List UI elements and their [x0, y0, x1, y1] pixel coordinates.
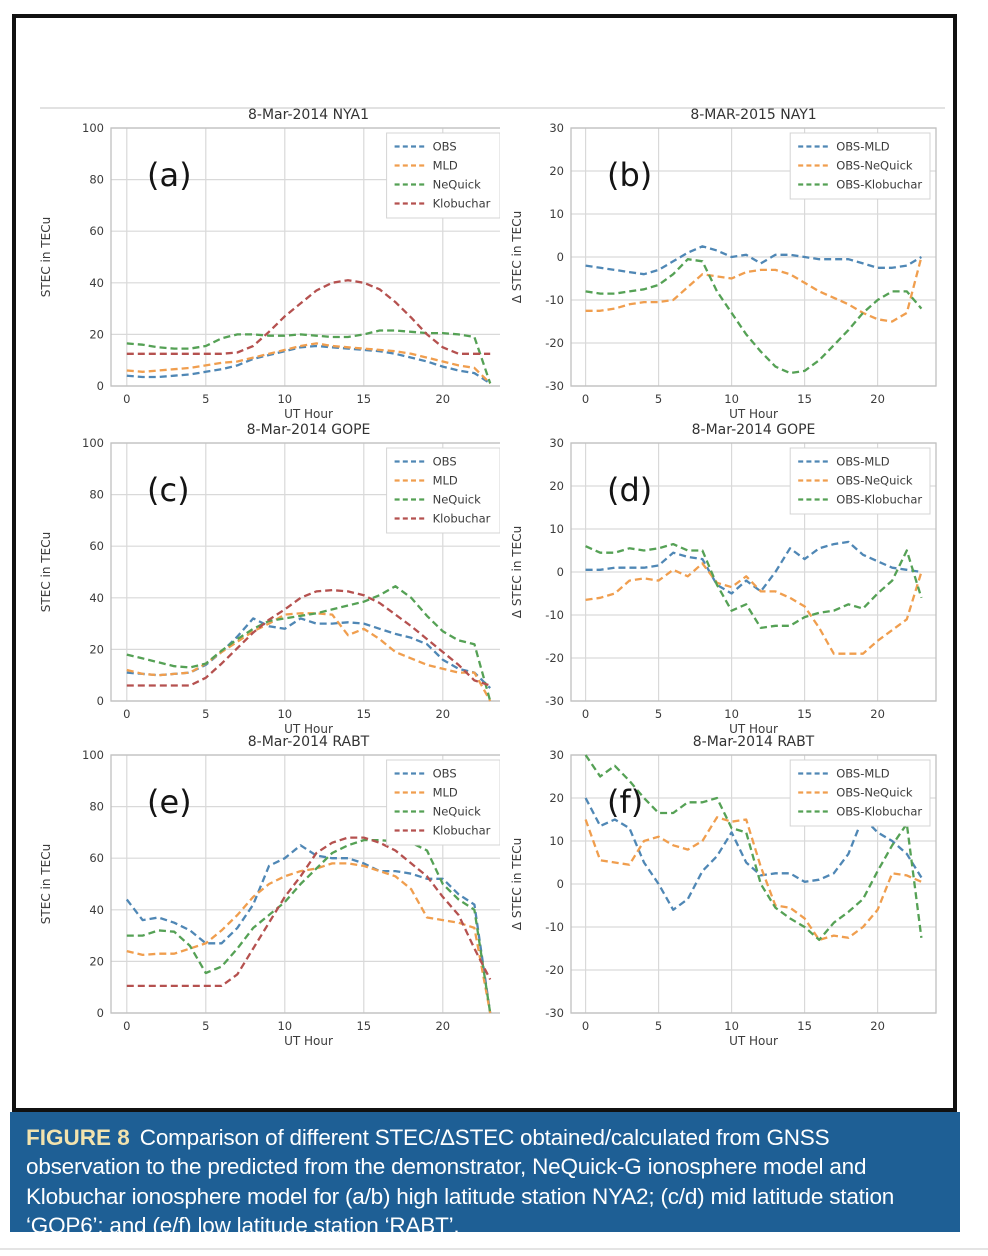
- chart-title: 8-Mar-2014 GOPE: [691, 422, 816, 438]
- svg-text:10: 10: [549, 834, 564, 848]
- subplot-f: [507, 731, 962, 1056]
- y-axis-label: STEC in TECu: [39, 216, 53, 298]
- legend: [790, 133, 930, 199]
- svg-text:-30: -30: [545, 1006, 564, 1020]
- svg-text:80: 80: [89, 172, 104, 187]
- chart-svg-b: [507, 104, 962, 424]
- svg-text:0: 0: [556, 250, 564, 264]
- legend-label: OBS: [432, 139, 457, 154]
- panel-letter: (b): [607, 156, 653, 194]
- svg-text:60: 60: [89, 851, 104, 866]
- svg-text:15: 15: [356, 707, 372, 721]
- chart-title: 8-Mar-2014 RABT: [692, 734, 815, 750]
- svg-text:0: 0: [123, 1019, 131, 1033]
- svg-text:5: 5: [654, 1019, 663, 1033]
- legend-label: MLD: [432, 785, 458, 800]
- svg-text:80: 80: [89, 799, 104, 814]
- svg-text:0: 0: [96, 1006, 104, 1020]
- x-axis-label: UT Hour: [284, 722, 333, 736]
- chart-title: 8-Mar-2014 NYA1: [247, 107, 370, 123]
- caption-text: Comparison of different STEC/ΔSTEC obtained/calculated from GNSS observation to the predicted from the demonstrator, NeQuick-G ionosphere model and Klobuchar ionosphere model for (a/b) high latitude station NYA2; (c/d) mid latitude station ‘GOP6’; and (e/f) low latitude station ‘RABT’.: [26, 1125, 895, 1239]
- svg-text:0: 0: [556, 565, 564, 579]
- svg-text:40: 40: [89, 275, 104, 290]
- subplot-b: [507, 104, 962, 429]
- svg-text:15: 15: [797, 392, 812, 406]
- svg-text:5: 5: [654, 392, 663, 406]
- legend: [790, 760, 930, 826]
- x-axis-label: UT Hour: [284, 1034, 333, 1048]
- svg-text:5: 5: [654, 707, 663, 721]
- svg-text:20: 20: [435, 392, 451, 406]
- svg-text:5: 5: [202, 392, 210, 406]
- svg-text:20: 20: [435, 707, 451, 721]
- svg-text:20: 20: [89, 954, 104, 969]
- svg-text:30: 30: [549, 748, 564, 762]
- y-axis-label: STEC in TECu: [39, 531, 53, 613]
- chart-svg-e: [22, 731, 500, 1051]
- svg-text:15: 15: [356, 392, 372, 406]
- chart-title: 8-MAR-2015 NAY1: [690, 107, 817, 123]
- legend-label: OBS-MLD: [836, 139, 890, 154]
- legend-label: OBS: [432, 454, 457, 469]
- svg-text:-30: -30: [545, 379, 564, 393]
- panel-letter: (a): [147, 156, 192, 194]
- svg-text:10: 10: [277, 1019, 293, 1033]
- subplot-c: [22, 419, 500, 744]
- svg-text:40: 40: [89, 590, 104, 605]
- svg-text:10: 10: [277, 392, 293, 406]
- legend-label: OBS-MLD: [836, 454, 890, 469]
- svg-text:40: 40: [89, 902, 104, 917]
- y-axis-label: Δ STEC in TECu: [510, 210, 524, 304]
- svg-text:0: 0: [581, 392, 590, 406]
- svg-text:20: 20: [870, 1019, 885, 1033]
- chart-title: 8-Mar-2014 RABT: [247, 734, 370, 750]
- svg-text:-20: -20: [545, 336, 564, 350]
- svg-text:-10: -10: [545, 920, 564, 934]
- legend-label: MLD: [432, 158, 458, 173]
- svg-text:20: 20: [549, 479, 564, 493]
- panel-letter: (e): [147, 783, 192, 821]
- legend-label: NeQuick: [432, 492, 481, 507]
- svg-text:20: 20: [549, 791, 564, 805]
- svg-text:-30: -30: [545, 694, 564, 708]
- svg-text:100: 100: [82, 121, 104, 135]
- svg-text:0: 0: [96, 379, 104, 393]
- svg-text:0: 0: [123, 392, 131, 406]
- svg-text:0: 0: [581, 707, 590, 721]
- chart-title: 8-Mar-2014 GOPE: [246, 422, 371, 438]
- svg-text:30: 30: [549, 436, 564, 450]
- svg-text:80: 80: [89, 487, 104, 502]
- y-axis-label: STEC in TECu: [39, 843, 53, 925]
- svg-text:0: 0: [581, 1019, 590, 1033]
- figure-caption: [10, 1112, 960, 1239]
- svg-text:-10: -10: [545, 293, 564, 307]
- svg-text:5: 5: [202, 707, 210, 721]
- legend-label: OBS-Klobuchar: [836, 492, 923, 507]
- legend-label: NeQuick: [432, 177, 481, 192]
- legend: [790, 448, 930, 514]
- svg-text:10: 10: [277, 707, 293, 721]
- chart-svg-c: [22, 419, 500, 739]
- legend: [387, 760, 500, 845]
- svg-text:20: 20: [549, 164, 564, 178]
- svg-text:0: 0: [556, 877, 564, 891]
- svg-text:0: 0: [123, 707, 131, 721]
- legend-label: Klobuchar: [432, 196, 491, 211]
- figure-frame: [12, 14, 957, 1112]
- legend-label: OBS-NeQuick: [836, 158, 913, 173]
- chart-svg-a: [22, 104, 500, 424]
- legend-label: Klobuchar: [432, 511, 491, 526]
- svg-text:10: 10: [724, 392, 739, 406]
- x-axis-label: UT Hour: [729, 407, 778, 421]
- legend-label: OBS-Klobuchar: [836, 177, 923, 192]
- svg-text:10: 10: [724, 1019, 739, 1033]
- svg-text:15: 15: [797, 1019, 812, 1033]
- chart-svg-f: [507, 731, 962, 1051]
- caption-label: FIGURE 8: [26, 1125, 130, 1150]
- svg-text:15: 15: [797, 707, 812, 721]
- subplot-a: [22, 104, 500, 429]
- svg-text:-10: -10: [545, 608, 564, 622]
- y-axis-label: Δ STEC in TECu: [510, 837, 524, 931]
- bottom-rule: [0, 1248, 988, 1250]
- panel-letter: (d): [607, 471, 653, 509]
- legend: [387, 133, 500, 218]
- svg-text:20: 20: [435, 1019, 451, 1033]
- svg-text:10: 10: [724, 707, 739, 721]
- svg-text:5: 5: [202, 1019, 210, 1033]
- chart-svg-d: [507, 419, 962, 739]
- svg-text:60: 60: [89, 539, 104, 554]
- legend: [387, 448, 500, 533]
- panel-letter: (f): [607, 783, 644, 821]
- subplot-d: [507, 419, 962, 744]
- svg-text:60: 60: [89, 224, 104, 239]
- subplot-e: [22, 731, 500, 1056]
- legend-label: MLD: [432, 473, 458, 488]
- legend-label: OBS-MLD: [836, 766, 890, 781]
- svg-text:-20: -20: [545, 651, 564, 665]
- svg-text:100: 100: [82, 436, 104, 450]
- x-axis-label: UT Hour: [729, 1034, 778, 1048]
- svg-text:20: 20: [89, 327, 104, 342]
- svg-text:100: 100: [82, 748, 104, 762]
- legend-label: OBS-NeQuick: [836, 473, 913, 488]
- legend-label: NeQuick: [432, 804, 481, 819]
- svg-text:20: 20: [870, 392, 885, 406]
- svg-text:0: 0: [96, 694, 104, 708]
- y-axis-label: Δ STEC in TECu: [510, 525, 524, 619]
- svg-text:10: 10: [549, 522, 564, 536]
- svg-text:10: 10: [549, 207, 564, 221]
- legend-label: Klobuchar: [432, 823, 491, 838]
- x-axis-label: UT Hour: [284, 407, 333, 421]
- svg-text:20: 20: [89, 642, 104, 657]
- svg-text:15: 15: [356, 1019, 372, 1033]
- legend-label: OBS-Klobuchar: [836, 804, 923, 819]
- legend-label: OBS: [432, 766, 457, 781]
- svg-text:30: 30: [549, 121, 564, 135]
- legend-label: OBS-NeQuick: [836, 785, 913, 800]
- panel-letter: (c): [147, 471, 190, 509]
- svg-text:-20: -20: [545, 963, 564, 977]
- svg-text:20: 20: [870, 707, 885, 721]
- x-axis-label: UT Hour: [729, 722, 778, 736]
